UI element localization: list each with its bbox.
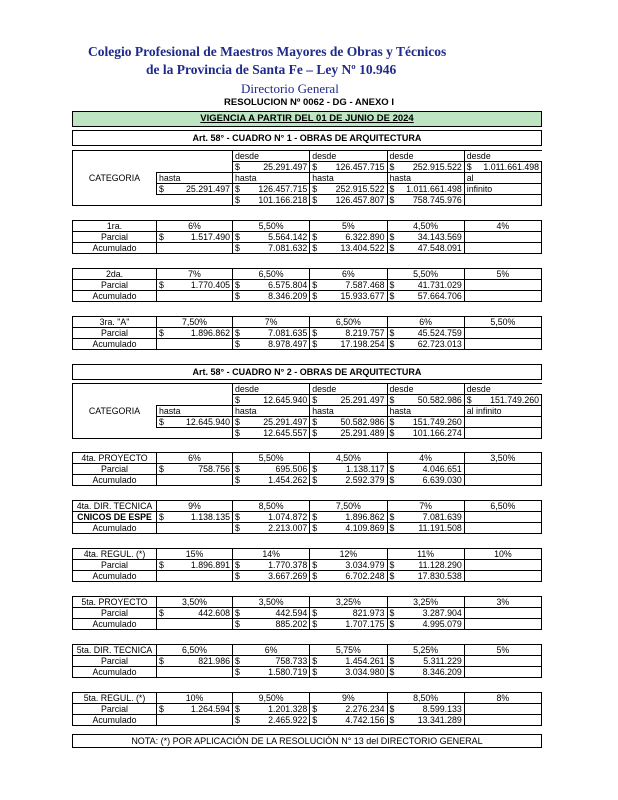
acumulado-value: $ 2.213.007: [233, 523, 310, 534]
hasta-value: $ 25.291.497: [157, 184, 233, 195]
parcial-value: $ 1.517.490: [157, 232, 233, 243]
percentage: 6%: [157, 221, 233, 232]
parcial-value: $ 5.564.142: [233, 232, 310, 243]
base-value: $ 101.166.274: [387, 428, 464, 439]
cuadro2-row-table: [72, 644, 542, 678]
vigencia-banner: VIGENCIA A PARTIR DEL 01 DE JUNIO DE 2024: [72, 111, 542, 127]
hasta-value: $ 50.582.986: [310, 417, 387, 428]
percentage: 5,50%: [387, 269, 464, 280]
nota-footer: NOTA: (*) POR APLICACIÓN DE LA RESOLUCIÓN N° 13 del DIRECTORIO GENERAL: [72, 734, 542, 748]
parcial-value: $ 1.074.872: [233, 512, 310, 523]
percentage: 4,50%: [310, 453, 387, 464]
percentage: 6%: [387, 317, 464, 328]
hasta-label: hasta: [310, 406, 387, 417]
parcial-label: CNICOS DE ESPE: [73, 512, 157, 523]
category-name: 1ra.: [73, 221, 157, 232]
percentage: 7,50%: [157, 317, 233, 328]
categoria-label: CATEGORIA: [73, 173, 157, 184]
category-name: 3ra. "A": [73, 317, 157, 328]
percentage: 5%: [464, 269, 541, 280]
cuadro2-row-table: [72, 596, 542, 630]
percentage: 15%: [157, 549, 233, 560]
desde-value: $ 12.645.940: [233, 395, 310, 406]
parcial-value: $ 1.896.862: [310, 512, 387, 523]
percentage: 6,50%: [310, 317, 387, 328]
percentage: 6%: [233, 645, 310, 656]
acumulado-label: Acumulado: [73, 475, 157, 486]
parcial-value: $ 1.896.862: [157, 328, 233, 339]
parcial-value: $ 442.594: [233, 608, 310, 619]
acumulado-value: $ 8.346.209: [233, 291, 310, 302]
hasta-value: $ 151.749.260: [387, 417, 464, 428]
base-value: $ 101.166.218: [233, 195, 310, 206]
base-value: $ 126.457.807: [310, 195, 387, 206]
parcial-label: Parcial: [73, 464, 157, 475]
acumulado-value: $ 17.198.254: [310, 339, 387, 350]
parcial-value: $ 821.986: [157, 656, 233, 667]
acumulado-label: Acumulado: [73, 291, 157, 302]
percentage: 3,25%: [310, 597, 387, 608]
percentage: 7%: [387, 501, 464, 512]
percentage: 7,50%: [310, 501, 387, 512]
percentage: 5%: [310, 221, 387, 232]
desde-label: desde: [387, 151, 464, 162]
acumulado-value: $ 8.346.209: [387, 667, 464, 678]
parcial-label: Parcial: [73, 704, 157, 715]
percentage: 3,50%: [233, 597, 310, 608]
acumulado-value: $ 2.465.922: [233, 715, 310, 726]
cuadro2-row-table: [72, 548, 542, 582]
hasta-label: hasta: [233, 173, 310, 184]
category-name: 4ta. REGUL. (*): [73, 549, 157, 560]
acumulado-value: $ 47.548.091: [387, 243, 464, 254]
cuadro2-title: Art. 58° - CUADRO N° 2 - OBRAS DE ARQUITECTURA: [72, 364, 542, 380]
al-infinito-label: al infinito: [464, 406, 541, 417]
hasta-label: hasta: [387, 173, 464, 184]
percentage: 8,50%: [387, 693, 464, 704]
cuadro2-row-table: [72, 500, 542, 534]
acumulado-value: $ 1.454.262: [233, 475, 310, 486]
parcial-label: Parcial: [73, 328, 157, 339]
hasta-value: $ 1.011.661.498: [387, 184, 464, 195]
percentage: 9,50%: [233, 693, 310, 704]
percentage: 5,50%: [464, 317, 541, 328]
acumulado-value: $ 1.580.719: [233, 667, 310, 678]
parcial-value: $ 1.896.891: [157, 560, 233, 571]
categoria-cell: [73, 384, 157, 395]
parcial-value: $ 1.264.594: [157, 704, 233, 715]
header-line-3: Directorio General: [241, 81, 339, 96]
percentage: 6%: [157, 453, 233, 464]
acumulado-value: $ 62.723.013: [387, 339, 464, 350]
parcial-value: $ 821.973: [310, 608, 387, 619]
acumulado-value: $ 57.664.706: [387, 291, 464, 302]
desde-value: $ 151.749.260: [464, 395, 541, 406]
percentage: 3,25%: [387, 597, 464, 608]
percentage: 14%: [233, 549, 310, 560]
parcial-value: $ 7.081.635: [233, 328, 310, 339]
percentage: 6,50%: [464, 501, 541, 512]
cuadro1-range-table: [72, 150, 542, 206]
header-line-1: Colegio Profesional de Maestros Mayores de Obras y Técnicos: [88, 44, 447, 59]
parcial-value: $ 41.731.029: [387, 280, 464, 291]
base-value: $ 25.291.489: [310, 428, 387, 439]
hasta-value: $ 126.457.715: [233, 184, 310, 195]
resolucion-title: RESOLUCION Nº 0062 - DG - ANEXO I: [224, 97, 394, 108]
desde-label: desde: [464, 384, 541, 395]
parcial-value: $ 7.587.468: [310, 280, 387, 291]
hasta-label: hasta: [157, 173, 233, 184]
cuadro2-row-table: [72, 452, 542, 486]
hasta-label: hasta: [310, 173, 387, 184]
parcial-value: $ 1.201.328: [233, 704, 310, 715]
percentage: 6,50%: [233, 269, 310, 280]
parcial-label: Parcial: [73, 656, 157, 667]
parcial-value: $ 6.322.890: [310, 232, 387, 243]
acumulado-value: $ 15.933.677: [310, 291, 387, 302]
parcial-value: $ 5.311.229: [387, 656, 464, 667]
hasta-value: $ 12.645.940: [157, 417, 233, 428]
percentage: 3%: [464, 597, 541, 608]
header-line-2: de la Provincia de Santa Fe – Ley Nº 10.946: [146, 62, 397, 77]
category-name: 4ta. DIR. TECNICA: [73, 501, 157, 512]
hasta-label: hasta: [387, 406, 464, 417]
parcial-value: $ 758.756: [157, 464, 233, 475]
parcial-value: $ 45.524.759: [387, 328, 464, 339]
acumulado-value: $ 11.191.508: [387, 523, 464, 534]
desde-label: desde: [464, 151, 541, 162]
categoria-label: CATEGORIA: [73, 406, 157, 417]
desde-value: $ 252.915.522: [387, 162, 464, 173]
percentage: 11%: [387, 549, 464, 560]
cuadro2-range-table: [72, 383, 542, 439]
percentage: 8%: [464, 693, 541, 704]
hasta-value: $ 252.915.522: [310, 184, 387, 195]
parcial-value: $ 758.733: [233, 656, 310, 667]
acumulado-value: $ 13.341.289: [387, 715, 464, 726]
acumulado-value: $ 3.667.269: [233, 571, 310, 582]
category-name: 2da.: [73, 269, 157, 280]
percentage: 3,50%: [157, 597, 233, 608]
parcial-value: $ 442.608: [157, 608, 233, 619]
desde-value: $ 25.291.497: [233, 162, 310, 173]
acumulado-value: $ 4.109.869: [310, 523, 387, 534]
parcial-value: $ 34.143.569: [387, 232, 464, 243]
percentage: 9%: [310, 693, 387, 704]
acumulado-value: $ 6.639.030: [387, 475, 464, 486]
cuadro2-row-table: [72, 692, 542, 726]
percentage: 5%: [464, 645, 541, 656]
percentage: 7%: [233, 317, 310, 328]
acumulado-label: Acumulado: [73, 619, 157, 630]
parcial-value: $ 8.599.133: [387, 704, 464, 715]
base-value: $ 758.745.976: [387, 195, 464, 206]
categoria-cell: [73, 151, 157, 162]
desde-label: desde: [310, 384, 387, 395]
percentage: 9%: [157, 501, 233, 512]
acumulado-label: Acumulado: [73, 243, 157, 254]
cuadro1-title: Art. 58° - CUADRO N° 1 - OBRAS DE ARQUITECTURA: [72, 130, 542, 146]
desde-value: $ 50.582.986: [387, 395, 464, 406]
percentage: 3,50%: [464, 453, 541, 464]
percentage: 5,50%: [233, 221, 310, 232]
parcial-value: $ 695.506: [233, 464, 310, 475]
parcial-value: $ 6.575.804: [233, 280, 310, 291]
acumulado-label: Acumulado: [73, 667, 157, 678]
parcial-label: Parcial: [73, 232, 157, 243]
desde-label: desde: [387, 384, 464, 395]
percentage: 6%: [310, 269, 387, 280]
parcial-value: $ 11.128.290: [387, 560, 464, 571]
percentage: 10%: [157, 693, 233, 704]
acumulado-value: $ 17.830.538: [387, 571, 464, 582]
parcial-value: $ 3.287.904: [387, 608, 464, 619]
parcial-value: $ 1.138.117: [310, 464, 387, 475]
hasta-label: hasta: [157, 406, 233, 417]
percentage: 5,25%: [387, 645, 464, 656]
desde-label: desde: [233, 384, 310, 395]
percentage: 5,50%: [233, 453, 310, 464]
hasta-label: hasta: [233, 406, 310, 417]
percentage: 8,50%: [233, 501, 310, 512]
category-name: 5ta. PROYECTO: [73, 597, 157, 608]
base-value: $ 12.645.557: [233, 428, 310, 439]
al-label: al: [464, 173, 541, 184]
desde-label: desde: [310, 151, 387, 162]
parcial-label: Parcial: [73, 608, 157, 619]
acumulado-value: $ 8.978.497: [233, 339, 310, 350]
parcial-value: $ 2.276.234: [310, 704, 387, 715]
percentage: 4%: [464, 221, 541, 232]
percentage: 12%: [310, 549, 387, 560]
parcial-value: $ 1.138.135: [157, 512, 233, 523]
percentage: 4%: [387, 453, 464, 464]
desde-value: $ 126.457.715: [310, 162, 387, 173]
parcial-label: Parcial: [73, 280, 157, 291]
percentage: 5,75%: [310, 645, 387, 656]
acumulado-label: Acumulado: [73, 571, 157, 582]
category-name: 4ta. PROYECTO: [73, 453, 157, 464]
acumulado-value: $ 1.707.175: [310, 619, 387, 630]
desde-value: $ 25.291.497: [310, 395, 387, 406]
desde-label: desde: [233, 151, 310, 162]
cuadro1-row-table: [72, 268, 542, 302]
parcial-value: $ 1.770.405: [157, 280, 233, 291]
acumulado-value: $ 4.995.079: [387, 619, 464, 630]
acumulado-label: Acumulado: [73, 339, 157, 350]
cuadro1-row-table: [72, 220, 542, 254]
category-name: 5ta. DIR. TECNICA: [73, 645, 157, 656]
parcial-value: $ 1.770.378: [233, 560, 310, 571]
acumulado-value: $ 885.202: [233, 619, 310, 630]
acumulado-value: $ 6.702.248: [310, 571, 387, 582]
parcial-label: Parcial: [73, 560, 157, 571]
infinito-label: infinito: [464, 184, 541, 195]
category-name: 5ta. REGUL. (*): [73, 693, 157, 704]
parcial-value: $ 1.454.261: [310, 656, 387, 667]
percentage: 10%: [464, 549, 541, 560]
cuadro1-row-table: [72, 316, 542, 350]
hasta-value: $ 25.291.497: [233, 417, 310, 428]
acumulado-value: $ 13.404.522: [310, 243, 387, 254]
acumulado-label: Acumulado: [73, 715, 157, 726]
acumulado-value: $ 3.034.980: [310, 667, 387, 678]
parcial-value: $ 8.219.757: [310, 328, 387, 339]
desde-value: $ 1.011.661.498: [464, 162, 541, 173]
acumulado-value: $ 4.742.156: [310, 715, 387, 726]
parcial-value: $ 7.081.639: [387, 512, 464, 523]
percentage: 6,50%: [157, 645, 233, 656]
acumulado-label: Acumulado: [73, 523, 157, 534]
percentage: 4,50%: [387, 221, 464, 232]
acumulado-value: $ 2.592.379: [310, 475, 387, 486]
percentage: 7%: [157, 269, 233, 280]
parcial-value: $ 4.046.651: [387, 464, 464, 475]
parcial-value: $ 3.034.979: [310, 560, 387, 571]
acumulado-value: $ 7.081.632: [233, 243, 310, 254]
